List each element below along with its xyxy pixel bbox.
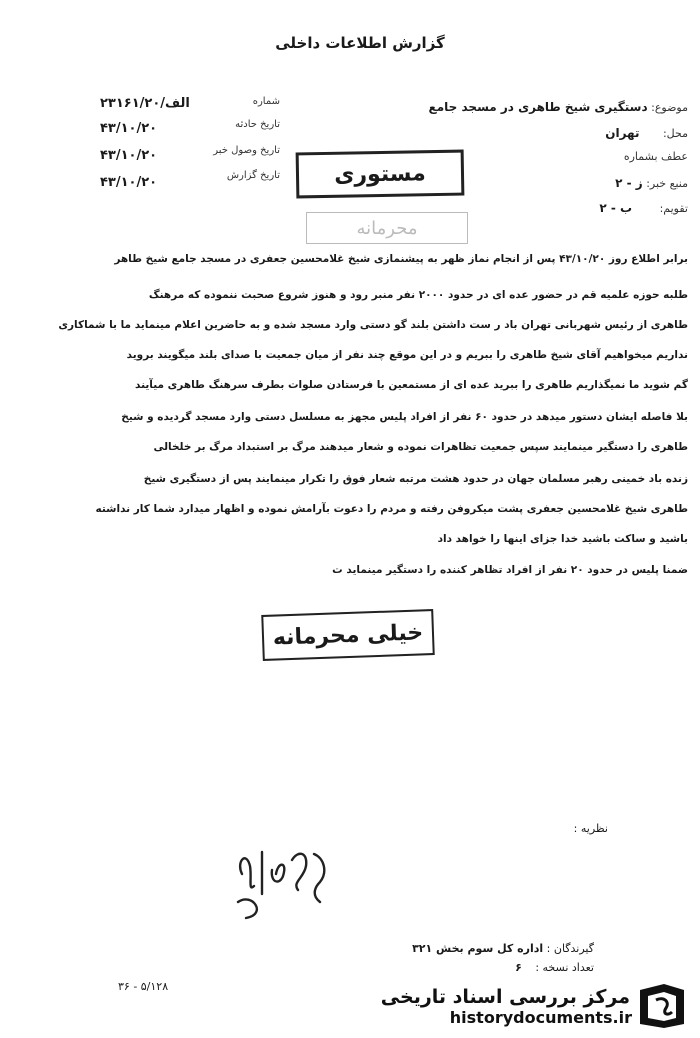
number-label: شماره <box>252 96 280 107</box>
watermark-org-name: مرکز بررسی اسناد تاریخی <box>380 986 630 1008</box>
watermark-url: historydocuments.ir <box>449 1008 632 1027</box>
copies-row: تعداد نسخه : ۶ <box>515 961 594 974</box>
recipients-label: گیرندگان <box>553 942 594 955</box>
body-line: برابر اطلاع روز ۴۳/۱۰/۲۰ پس از انجام نماز ظهر به پیشنمازی شیخ غلامحسین جعفری در مسجد جامع شیخ طاهر <box>114 253 688 265</box>
evaluation-label: تقویم <box>663 202 688 215</box>
reference-label: عطف بشماره <box>623 150 688 163</box>
source-label: منبع خبر <box>649 177 688 190</box>
location-label: محل <box>666 127 688 140</box>
source-value: ز - ۲ <box>615 176 643 190</box>
recipients-value: اداره کل سوم بخش ۳۲۱ <box>412 942 544 955</box>
body-line: ضمنا پلیس در حدود ۲۰ نفر از افراد تظاهر کننده را دستگیر مینماید ت <box>332 564 688 576</box>
classification-stamp: مستوری <box>296 150 465 199</box>
subject-value: دستگیری شیخ طاهری در مسجد جامع <box>428 100 648 114</box>
copies-label: تعداد نسخه <box>542 961 594 974</box>
location-row: محل: تهران <box>605 126 688 140</box>
body-line: طاهری شیخ غلامحسین جعفری پشت میکروفن رفته و مردم را دعوت بآرامش نموده و اظهار میدارد شما کار نداشته <box>95 503 688 515</box>
evaluation-value: ب - ۲ <box>599 201 633 215</box>
receipt-date-value: ۴۳/۱۰/۲۰ <box>100 148 158 163</box>
report-date-label: تاریخ گزارش <box>226 170 280 181</box>
source-row: منبع خبر: ز - ۲ <box>615 176 688 190</box>
faded-stamp: محرمانه <box>306 212 468 244</box>
body-line: زنده باد خمینی رهبر مسلمان جهان در حدود هشت مرتبه شعار فوق را تکرار مینمایند پس از دستگیری شیخ <box>143 473 688 485</box>
location-value: تهران <box>605 126 640 140</box>
body-line: باشید و ساکت باشید خدا جزای اینها را خواهد داد <box>437 533 688 545</box>
footer-code: ۳۶ - ۵/۱۲۸ <box>118 980 169 993</box>
incident-date-label: تاریخ حادثه <box>235 119 280 130</box>
number-value: ۲۳۱۶۱/۲۰/الف <box>100 96 190 111</box>
body-line: گم شوید ما نمیگذاریم طاهری را ببرید عده ای از مستمعین با فرستادن صلوات بطرف سرهنگ طاهری میآیند <box>135 379 688 391</box>
confidential-seal: خیلی محرمانه <box>261 609 435 661</box>
opinion-label: نظریه : <box>573 822 608 835</box>
copies-value: ۶ <box>515 961 522 974</box>
incident-date-value: ۴۳/۱۰/۲۰ <box>100 121 158 136</box>
receipt-date-label: تاریخ وصول خبر <box>213 145 280 156</box>
report-date-value: ۴۳/۱۰/۲۰ <box>100 175 158 190</box>
subject-label: موضوع <box>654 101 688 114</box>
handwritten-signature <box>228 832 338 922</box>
evaluation-row: تقویم: ب - ۲ <box>599 201 688 215</box>
body-line: طاهری را دستگیر مینمایند سپس جمعیت تظاهرات نموده و شعار میدهند مرگ بر استبداد مرگ بر خلخالی <box>153 441 688 453</box>
body-line: بلا فاصله ایشان دستور میدهد در حدود ۶۰ نفر از افراد پلیس مجهز به مسلسل دستی وارد مسجد گردیده و شیخ <box>121 411 688 423</box>
archive-logo-icon <box>634 980 690 1032</box>
subject-row: موضوع: دستگیری شیخ طاهری در مسجد جامع <box>428 100 688 114</box>
body-line: طاهری از رئیس شهربانی تهران باد ر ست داشتن بلند گو دستی وارد مسجد شده و به حاضرین اعلام مینماید ما با شماکاری <box>58 319 688 331</box>
recipients-row: گیرندگان : اداره کل سوم بخش ۳۲۱ <box>412 942 594 955</box>
body-line: طلبه حوزه علمیه قم در حضور عده ای در حدود ۲۰۰۰ نفر منبر رود و هنوز شروع صحبت ننموده که مرهنگ <box>148 289 688 301</box>
report-title: گزارش اطلاعات داخلی <box>275 34 445 52</box>
body-line: نداریم میخواهیم آقای شیخ طاهری را ببریم و در این موقع چند نفر از میان جمعیت با صدای بلند میگویند بروید <box>126 349 688 361</box>
